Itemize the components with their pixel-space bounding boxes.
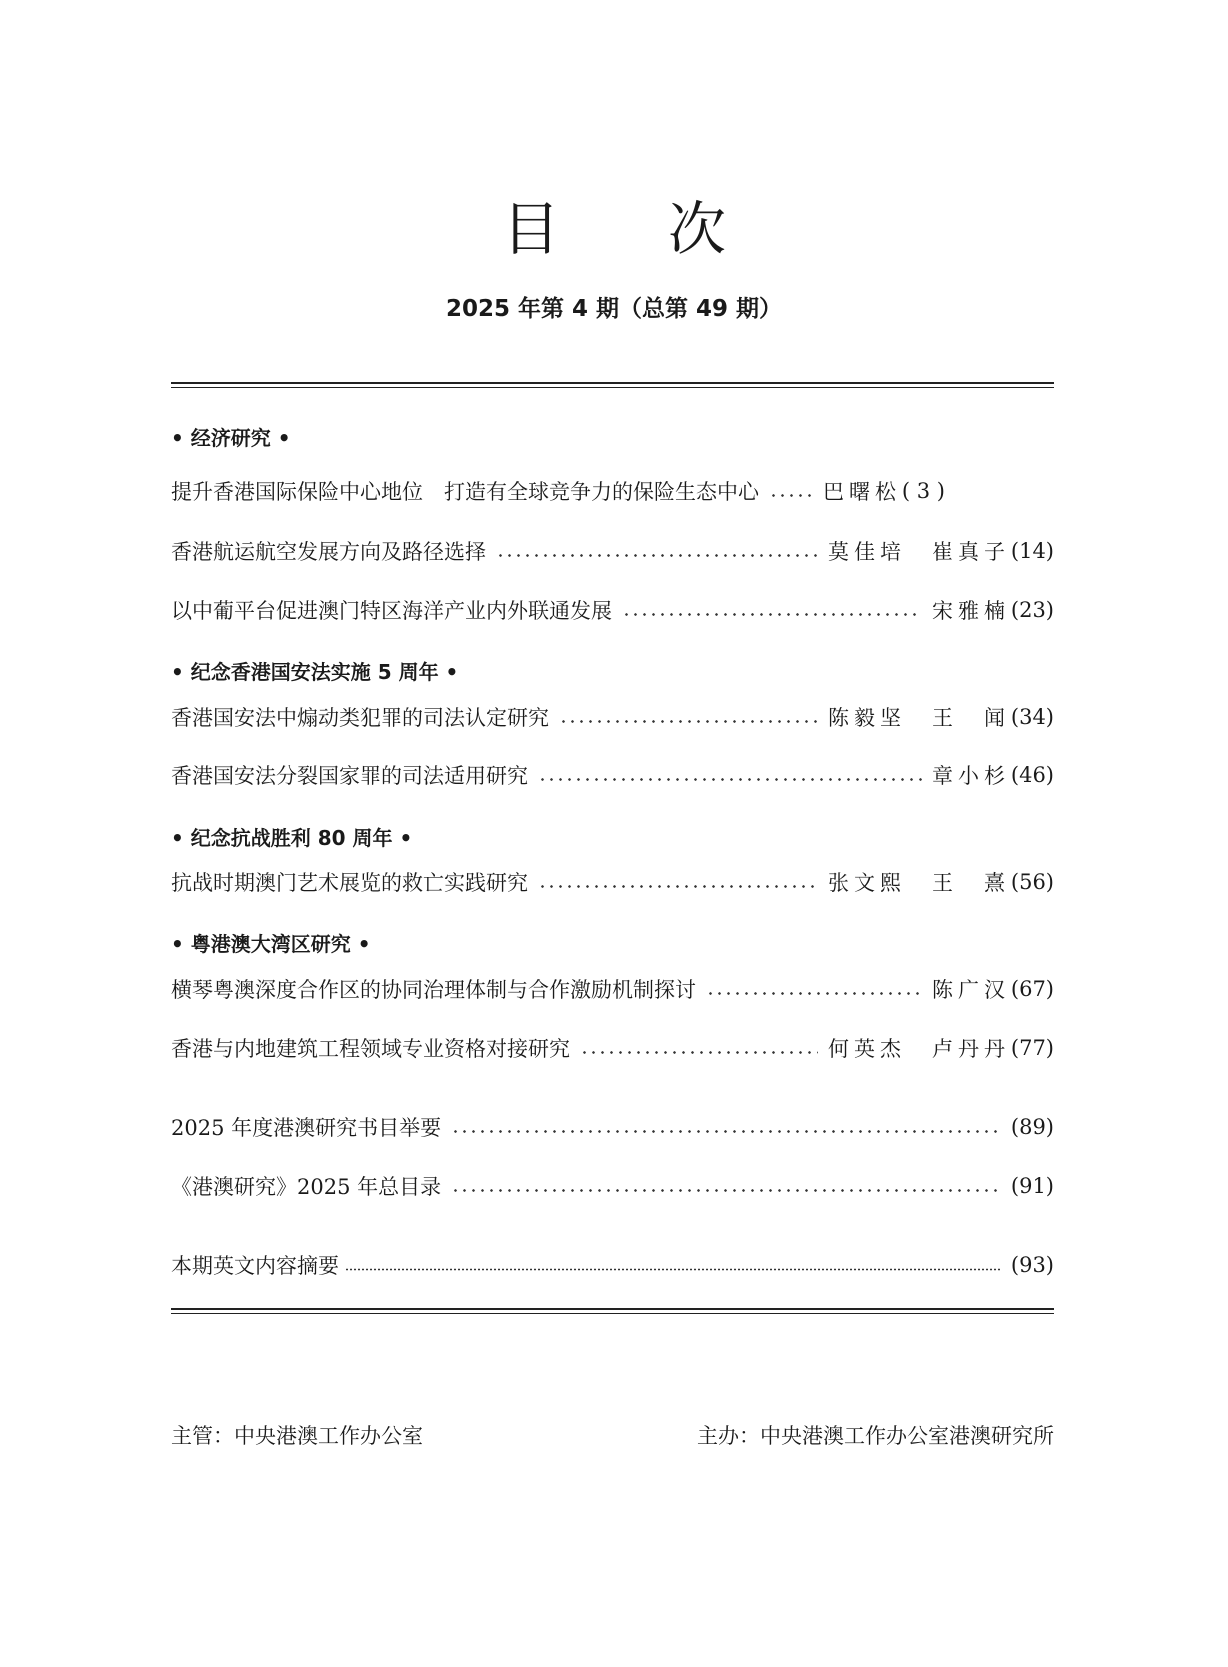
toc-entry[interactable] (171, 593, 1054, 627)
supervisor-text: 主管：中央港澳工作办公室 (171, 1424, 423, 1448)
entry-page: (67) (1010, 977, 1054, 1001)
issue-number: 2025 年第 4 期（总第 49 期） (445, 296, 783, 322)
publisher-info (171, 1420, 1054, 1450)
entry-page: (14) (1010, 539, 1054, 563)
leader-dots (451, 1130, 1000, 1133)
toc-entry[interactable] (171, 1031, 1054, 1065)
page-title: 目次 (501, 195, 834, 263)
entry-author: 张文熙 (828, 871, 906, 895)
entry-page: (91) (1010, 1174, 1054, 1198)
leader-dots (496, 554, 818, 557)
toc-entry[interactable] (171, 474, 1054, 508)
entry-page: (56) (1010, 870, 1054, 894)
entry-title: 以中葡平台促进澳门特区海洋产业内外联通发展 (171, 599, 612, 623)
entry-page: (77) (1010, 1036, 1054, 1060)
entry-title: 香港国安法分裂国家罪的司法适用研究 (171, 764, 528, 788)
section-heading-economics: • 经济研究 • (171, 426, 291, 450)
leader-dots (345, 1268, 1000, 1271)
entry-author: 崔真子 (932, 540, 1010, 564)
entry-title: 横琴粤澳深度合作区的协同治理体制与合作激励机制探讨 (171, 978, 696, 1002)
leader-dots (538, 778, 922, 781)
toc-entry-bibliography[interactable] (171, 1110, 1054, 1144)
entry-page: (89) (1010, 1115, 1054, 1139)
leader-dots (559, 720, 818, 723)
leader-dots (769, 494, 813, 497)
entry-page: (46) (1010, 763, 1054, 787)
bottom-rule (171, 1308, 1054, 1310)
leader-dots (451, 1189, 1000, 1192)
toc-entry[interactable] (171, 758, 1054, 792)
leader-dots (706, 992, 922, 995)
entry-title: 2025 年度港澳研究书目举要 (171, 1116, 442, 1140)
toc-entry-english-abstracts[interactable] (171, 1248, 1054, 1282)
entry-page: (93) (1010, 1253, 1054, 1277)
entry-author: 宋雅楠 (932, 599, 1010, 623)
section-heading-greater-bay-area: • 粤港澳大湾区研究 • (171, 932, 371, 956)
toc-entry[interactable] (171, 865, 1054, 899)
leader-dots (580, 1051, 818, 1054)
entry-page: ( 3 ) (901, 479, 945, 503)
entry-page: (23) (1010, 598, 1054, 622)
entry-page: (34) (1010, 705, 1054, 729)
toc-entry-annual-index[interactable] (171, 1169, 1054, 1203)
leader-dots (538, 885, 818, 888)
entry-title: 《港澳研究》2025 年总目录 (171, 1175, 442, 1199)
section-heading-anniversary: • 纪念抗战胜利 80 周年 • (171, 826, 413, 850)
entry-author: 章小杉 (932, 764, 1010, 788)
leader-dots (622, 613, 922, 616)
toc-entry[interactable] (171, 700, 1054, 734)
toc-entry[interactable] (171, 534, 1054, 568)
entry-title: 香港航运航空发展方向及路径选择 (171, 540, 486, 564)
entry-title: 抗战时期澳门艺术展览的救亡实践研究 (171, 871, 528, 895)
entry-author: 陈广汉 (932, 978, 1010, 1002)
entry-title: 提升香港国际保险中心地位 打造有全球竞争力的保险生态中心 (171, 480, 759, 504)
entry-title: 本期英文内容摘要 (171, 1254, 339, 1278)
entry-author: 卢丹丹 (932, 1037, 1010, 1061)
entry-title: 香港国安法中煽动类犯罪的司法认定研究 (171, 706, 549, 730)
sponsor-text: 主办：中央港澳工作办公室港澳研究所 (697, 1424, 1054, 1448)
top-rule (171, 382, 1054, 384)
entry-author: 陈毅坚 (828, 706, 906, 730)
entry-author: 何英杰 (828, 1037, 906, 1061)
entry-author: 巴曙松 (823, 480, 901, 504)
entry-author: 王 熹 (932, 871, 1010, 895)
section-heading-national-security: • 纪念香港国安法实施 5 周年 • (171, 660, 459, 684)
entry-author: 王 闻 (932, 706, 1010, 730)
entry-title: 香港与内地建筑工程领域专业资格对接研究 (171, 1037, 570, 1061)
entry-author: 莫佳培 (828, 540, 906, 564)
toc-entry[interactable] (171, 972, 1054, 1006)
